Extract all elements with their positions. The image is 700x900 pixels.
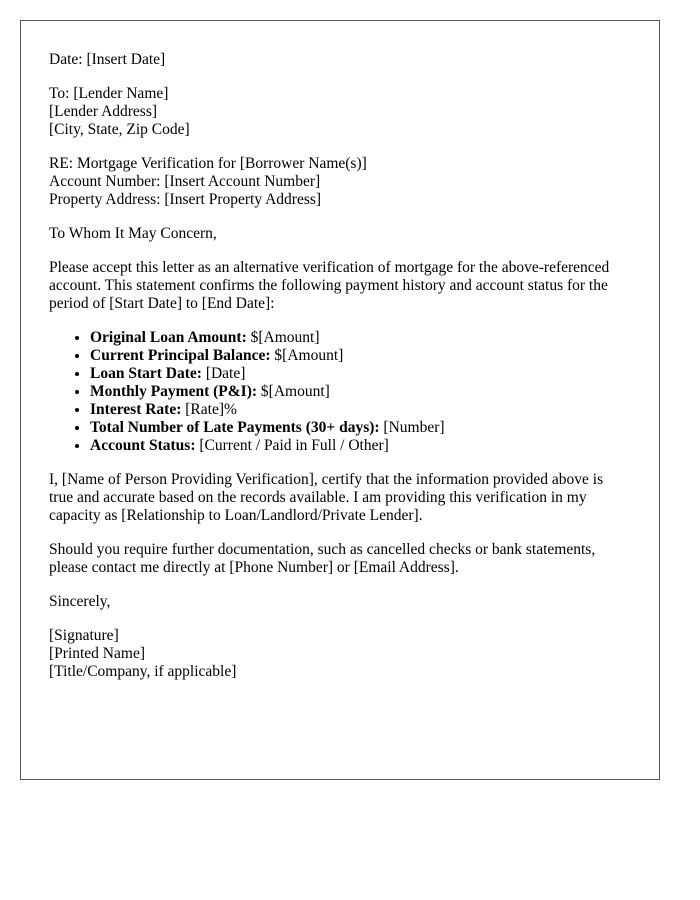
detail-value: [Current / Paid in Full / Other]	[195, 437, 389, 454]
detail-item	[90, 419, 631, 437]
reference-re: RE: Mortgage Verification for [Borrower Name(s)]	[49, 155, 367, 172]
recipient-address: [Lender Address]	[49, 103, 158, 120]
detail-label: Loan Start Date:	[90, 365, 202, 382]
signature-block	[49, 627, 631, 681]
detail-item	[90, 401, 631, 419]
contact-paragraph: Should you require further documentation, such as cancelled checks or bank statements, please contact me directly at [Phone Number] or [Email Address].	[49, 541, 596, 576]
printed-name-line: [Printed Name]	[49, 645, 145, 662]
signature-line: [Signature]	[49, 627, 119, 644]
recipient-to: To: [Lender Name]	[49, 85, 169, 102]
detail-item	[90, 365, 631, 383]
recipient-block	[49, 85, 631, 139]
detail-value: $[Amount]	[257, 383, 330, 400]
detail-label: Account Status:	[90, 437, 196, 454]
detail-value: $[Amount]	[270, 347, 344, 364]
detail-value: [Rate]%	[181, 401, 237, 418]
detail-item	[90, 383, 631, 401]
certification-paragraph: I, [Name of Person Providing Verification], certify that the information provided above is true and accurate based on the records available. I am providing this verification in my capacity as [Relationship to Loan/Landlord/Private Lender].	[49, 471, 604, 524]
reference-block	[49, 155, 631, 209]
date-block	[49, 51, 631, 69]
detail-item	[90, 347, 631, 365]
detail-label: Total Number of Late Payments (30+ days):	[90, 419, 380, 436]
detail-item	[90, 437, 631, 455]
recipient-city: [City, State, Zip Code]	[49, 121, 190, 138]
letter-page	[20, 20, 660, 780]
salutation: To Whom It May Concern,	[49, 225, 217, 242]
detail-item	[90, 329, 631, 347]
intro-paragraph: Please accept this letter as an alternative verification of mortgage for the above-referenced account. This statement confirms the following payment history and account status for the period of [Start Date] to [End Date]:	[49, 259, 610, 312]
detail-label: Interest Rate:	[90, 401, 182, 418]
detail-value: [Date]	[201, 365, 246, 382]
detail-value: [Number]	[379, 419, 445, 436]
detail-label: Original Loan Amount:	[90, 329, 247, 346]
title-company-line: [Title/Company, if applicable]	[49, 663, 237, 680]
reference-property: Property Address: [Insert Property Address]	[49, 191, 322, 208]
date-line: Date: [Insert Date]	[49, 51, 166, 68]
detail-label: Monthly Payment (P&I):	[90, 383, 258, 400]
closing: Sincerely,	[49, 593, 111, 610]
reference-account: Account Number: [Insert Account Number]	[49, 173, 321, 190]
detail-label: Current Principal Balance:	[90, 347, 271, 364]
loan-details-list	[49, 329, 631, 455]
detail-value: $[Amount]	[246, 329, 320, 346]
